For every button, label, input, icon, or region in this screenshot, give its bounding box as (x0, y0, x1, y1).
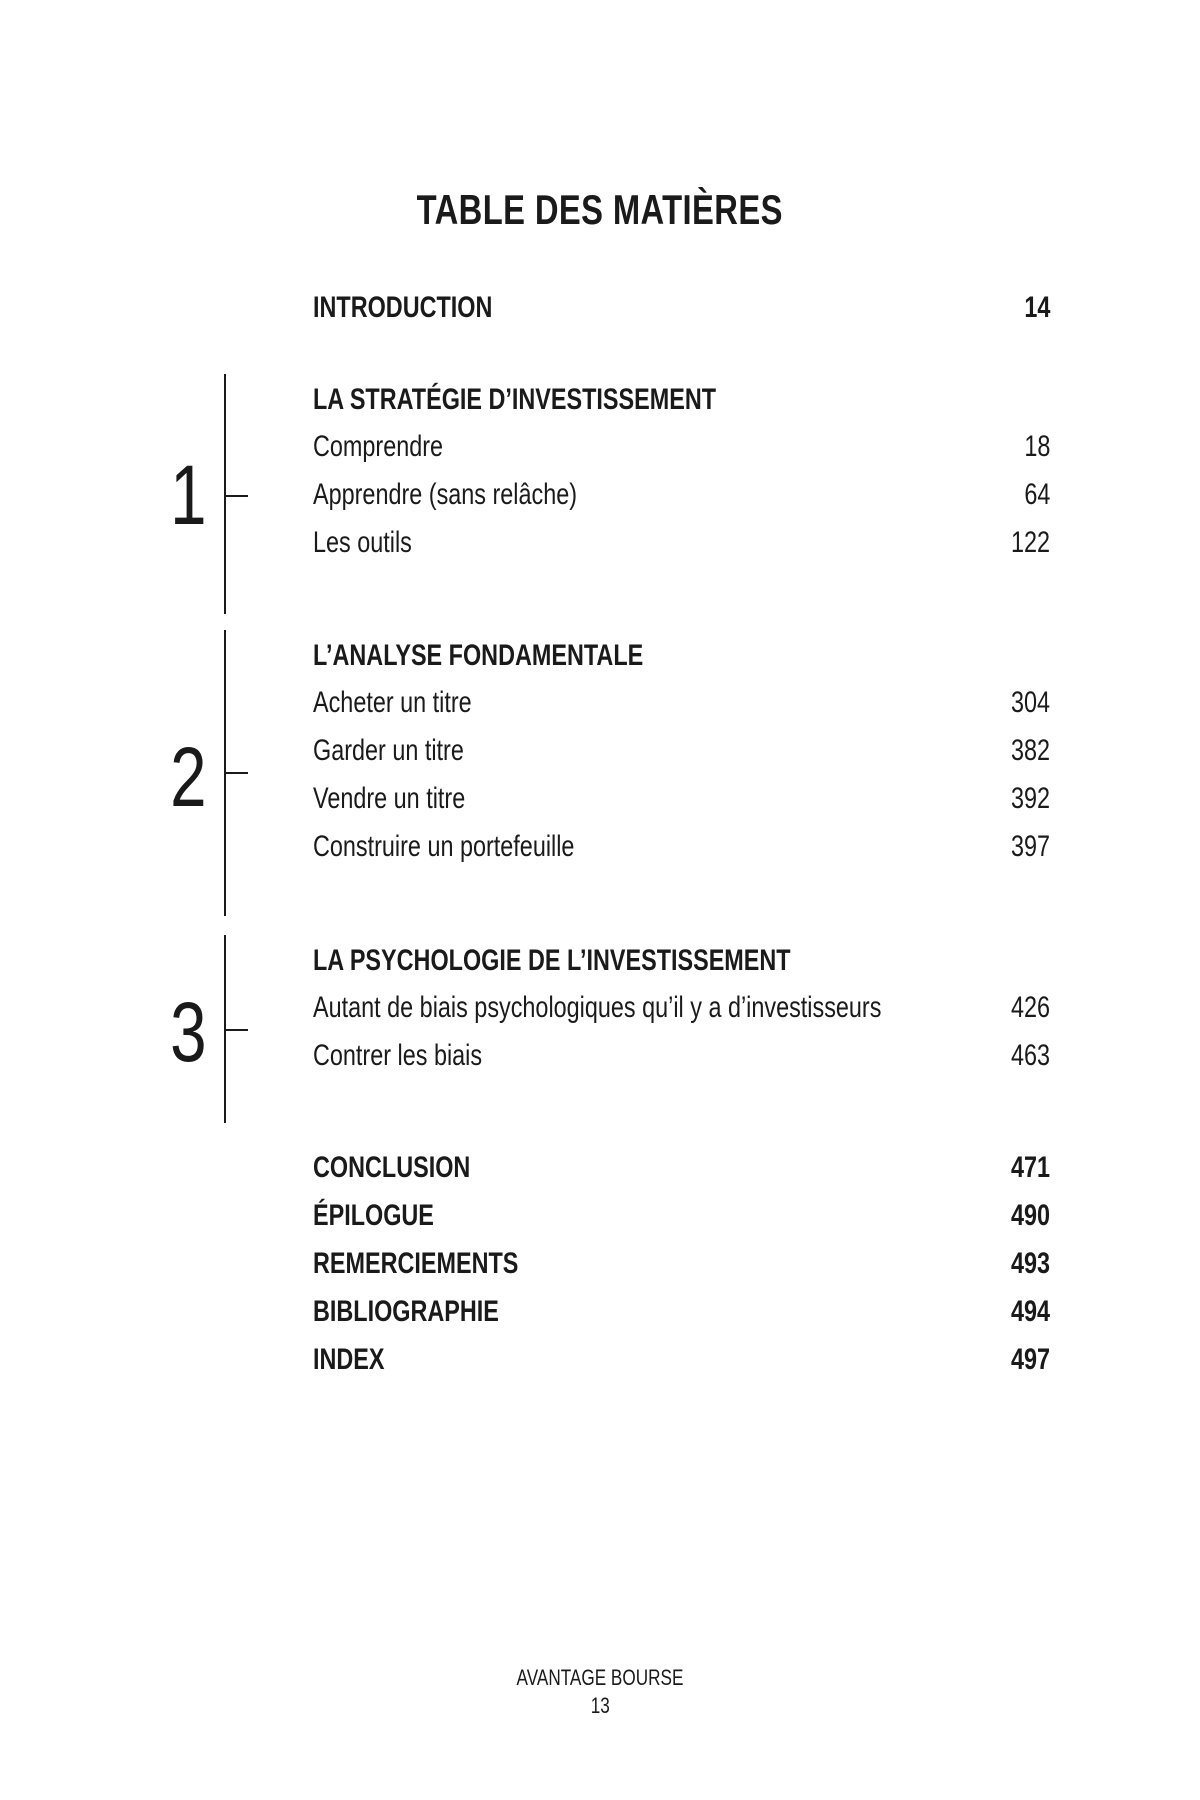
toc-entry-label: Autant de biais psychologiques qu’il y a d’investisseurs (313, 991, 882, 1024)
page-title: TABLE DES MATIÈRES (416, 186, 784, 233)
toc-entry-acheter-un-titre[interactable] (313, 681, 1050, 725)
part-1-divider-tick (224, 495, 248, 497)
toc-entry-page: 304 (1010, 686, 1050, 719)
toc-entry-vendre-un-titre[interactable] (313, 777, 1050, 821)
toc-entry-label: Comprendre (313, 430, 444, 463)
toc-entry-page: 463 (1010, 1039, 1050, 1072)
toc-entry-conclusion[interactable] (313, 1146, 1050, 1190)
toc-entry-label: Vendre un titre (313, 782, 466, 815)
toc-entry-page: 493 (1010, 1247, 1050, 1280)
toc-entry-label: BIBLIOGRAPHIE (313, 1295, 499, 1328)
toc-entry-autant-de-biais[interactable] (313, 986, 1050, 1030)
part-3-divider-tick (224, 1029, 248, 1031)
footer-book-title: AVANTAGE BOURSE (516, 1665, 684, 1690)
part-2-divider-tick (224, 772, 248, 774)
toc-entry-page: 18 (1023, 430, 1050, 463)
part-1-title[interactable]: LA STRATÉGIE D’INVESTISSEMENT (313, 383, 717, 416)
toc-entry-label: INDEX (313, 1343, 385, 1376)
footer-page-number: 13 (590, 1693, 610, 1718)
toc-entry-les-outils[interactable] (313, 521, 1050, 565)
toc-entry-page: 397 (1010, 830, 1050, 863)
toc-entry-page: 471 (1010, 1151, 1050, 1184)
toc-entry-index[interactable] (313, 1338, 1050, 1382)
toc-entry-comprendre[interactable] (313, 425, 1050, 469)
page-footer (0, 1664, 1200, 1720)
toc-entry-page: 426 (1010, 991, 1050, 1024)
toc-entry-bibliographie[interactable] (313, 1290, 1050, 1334)
toc-entry-garder-un-titre[interactable] (313, 729, 1050, 773)
toc-entry-construire-un-portefeuille[interactable] (313, 825, 1050, 869)
part-3-title[interactable]: LA PSYCHOLOGIE DE L’INVESTISSEMENT (313, 944, 791, 977)
part-2-title[interactable]: L’ANALYSE FONDAMENTALE (313, 639, 644, 672)
toc-entry-label: INTRODUCTION (313, 291, 493, 324)
toc-entry-epilogue[interactable] (313, 1194, 1050, 1238)
toc-entry-page: 382 (1010, 734, 1050, 767)
toc-entry-label: Construire un portefeuille (313, 830, 575, 863)
toc-entry-label: Les outils (313, 526, 412, 559)
toc-entry-page: 392 (1010, 782, 1050, 815)
toc-entry-label: Apprendre (sans relâche) (313, 478, 578, 511)
part-3-number: 3 (169, 985, 207, 1079)
toc-entry-remerciements[interactable] (313, 1242, 1050, 1286)
toc-entry-page: 122 (1010, 526, 1050, 559)
toc-entry-page: 14 (1023, 291, 1050, 324)
toc-entry-page: 494 (1010, 1295, 1050, 1328)
toc-entry-contrer-les-biais[interactable] (313, 1034, 1050, 1078)
part-2-number: 2 (169, 730, 207, 824)
toc-entry-apprendre[interactable] (313, 473, 1050, 517)
toc-entry-label: ÉPILOGUE (313, 1199, 434, 1232)
toc-entry-page: 490 (1010, 1199, 1050, 1232)
toc-entry-page: 497 (1010, 1343, 1050, 1376)
part-1-divider-line (224, 374, 226, 614)
toc-entry-label: REMERCIEMENTS (313, 1247, 519, 1280)
toc-entry-introduction[interactable] (313, 286, 1050, 330)
toc-entry-label: Contrer les biais (313, 1039, 483, 1072)
toc-entry-page: 64 (1023, 478, 1050, 511)
toc-entry-label: Garder un titre (313, 734, 464, 767)
toc-entry-label: CONCLUSION (313, 1151, 471, 1184)
toc-entry-label: Acheter un titre (313, 686, 472, 719)
part-1-number: 1 (169, 448, 207, 542)
